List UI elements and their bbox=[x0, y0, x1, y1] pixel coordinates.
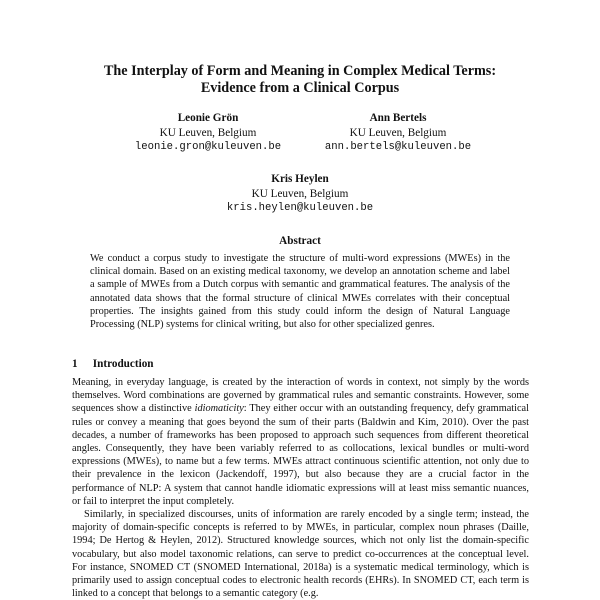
author-block bbox=[98, 111, 318, 155]
author-block bbox=[288, 111, 508, 155]
author-email: kris.heylen@kuleuven.be bbox=[226, 202, 374, 214]
paragraph-text: Meaning, in everyday language, is created by the interaction of words in context, not simply by the words themselves. Word combinations are governed by grammatical rules and semantic constraints. However, some sequences show a distinctive bbox=[72, 377, 529, 415]
section-body bbox=[72, 376, 529, 600]
author-affiliation: KU Leuven, Belgium bbox=[159, 126, 257, 139]
author-name: Ann Bertels bbox=[369, 112, 427, 124]
emphasized-term: idiomaticity bbox=[194, 403, 244, 415]
author-affiliation: KU Leuven, Belgium bbox=[251, 187, 349, 200]
section-heading bbox=[72, 358, 154, 370]
author-email: leonie.gron@kuleuven.be bbox=[134, 141, 282, 153]
abstract-text: We conduct a corpus study to investigate the structure of multi-word expressions (MWEs) in the clinical domain. Based on an existing medical taxonomy, we develop an annotation scheme and label a sample of MWEs from a Dutch corpus with semantic and grammatical features. The analysis of the annotated data shows that the formal structure of clinical MWEs correlates with their conceptual properties. The insights gained from this study could inform the design of Natural Language Processing (NLP) systems for clinical writing, but also for other specialized genres. bbox=[90, 253, 510, 331]
title-line-1: The Interplay of Form and Meaning in Complex Medical Terms: bbox=[103, 63, 497, 79]
author-block bbox=[190, 172, 410, 216]
paragraph-text: : They either occur with an outstanding frequency, defy grammatical rules or convey a meaning that goes beyond the sum of their parts (Baldwin and Kim, 2010). Over the past decades, a number of frameworks has been proposed to approach such sequences from different theoretical angles. Consequently, they have been variably referred to as collocations, lexical bundles or multi-word expressions (MWEs), to name but a few terms. MWEs attract continuous scientific attention, not only due to their prevalence in the lexicon (Jackendoff, 1997), but also because they are a crucial factor in the performance of NLP: A system that cannot handle idiomatic expressions will at least miss semantic nuances, or fail to interpret the input completely. bbox=[72, 403, 529, 507]
author-name: Leonie Grön bbox=[177, 112, 239, 124]
section-title: Introduction bbox=[92, 358, 154, 370]
title-line-2: Evidence from a Clinical Corpus bbox=[200, 80, 400, 96]
paper-title bbox=[60, 63, 540, 97]
abstract-heading: Abstract bbox=[279, 235, 321, 247]
author-email: ann.bertels@kuleuven.be bbox=[324, 141, 472, 153]
author-affiliation: KU Leuven, Belgium bbox=[349, 126, 447, 139]
paragraph bbox=[72, 376, 529, 508]
section-number: 1 bbox=[72, 358, 78, 370]
author-name: Kris Heylen bbox=[271, 173, 329, 185]
paragraph: Similarly, in specialized discourses, units of information are rarely encoded by a single term; instead, the majority of domain-specific concepts is referred to by MWEs, in particular, complex noun phrases (Daille, 1994; De Hertog & Heylen, 2012). Structured knowledge sources, which not only list the domain-specific vocabulary, but also model taxonomic relations, can serve to predict co-occurrences at the conceptual level. For instance, SNOMED CT (SNOMED International, 2018a) is a systematic medical terminology, which is primarily used to assign conceptual codes to electronic health records (EHRs). In SNOMED CT, each term is linked to a concept that belongs to a semantic category (e.g. bbox=[72, 509, 529, 600]
